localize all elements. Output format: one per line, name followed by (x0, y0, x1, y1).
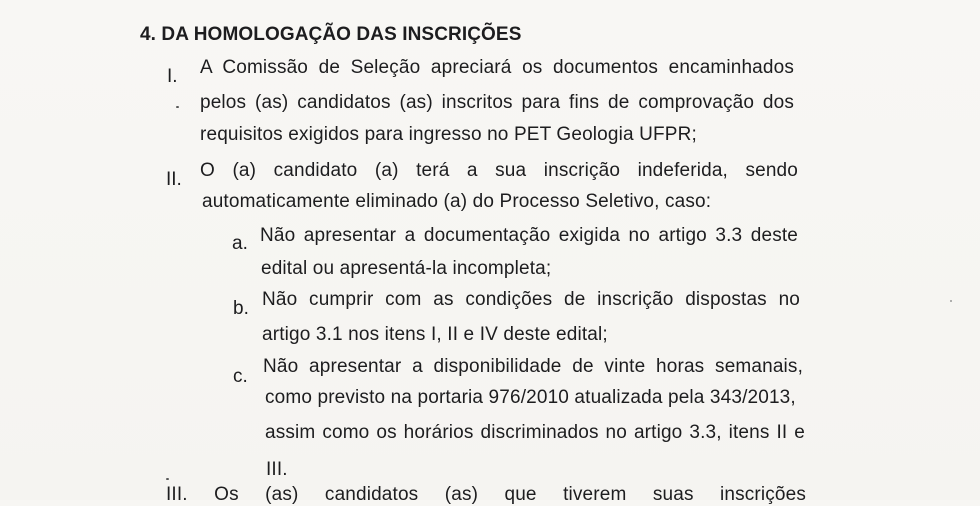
subitem-c-line-3: assim como os horários discriminados no artigo 3.3, itens II e (265, 422, 805, 443)
subitem-a-line-1: Não apresentar a documentação exigida no artigo 3.3 deste (260, 225, 798, 246)
item-i-line-3: requisitos exigidos para ingresso no PET Geologia UFPR; (200, 124, 697, 145)
item-i-line-1: A Comissão de Seleção apreciará os documentos encaminhados (200, 57, 794, 78)
subitem-b-line-1: Não cumprir com as condições de inscrição dispostas no (262, 289, 800, 310)
scan-speck (166, 478, 169, 480)
subitem-a-line-2: edital ou apresentá-la incompleta; (261, 258, 552, 279)
subitem-marker-a: a. (232, 233, 248, 254)
subitem-c-line-4: III. (266, 459, 288, 480)
item-i-line-2: pelos (as) candidatos (as) inscritos para fins de comprovação dos (200, 92, 794, 113)
subitem-c-line-1: Não apresentar a disponibilidade de vinte horas semanais, (263, 356, 803, 377)
subitem-marker-b: b. (233, 298, 249, 319)
item-marker-i: I. (167, 66, 178, 87)
subitem-marker-c: c. (233, 366, 248, 387)
item-ii-line-1: O (a) candidato (a) terá a sua inscrição indeferida, sendo (200, 160, 798, 181)
scan-speck (950, 300, 952, 302)
item-ii-line-2: automaticamente eliminado (a) do Processo Seletivo, caso: (202, 191, 712, 212)
item-marker-ii: II. (166, 169, 182, 190)
cutoff-line: III. Os (as) candidatos (as) que tiverem suas inscrições (166, 484, 806, 505)
section-heading: 4. DA HOMOLOGAÇÃO DAS INSCRIÇÕES (140, 24, 522, 45)
subitem-b-line-2: artigo 3.1 nos itens I, II e IV deste edital; (262, 324, 608, 345)
scan-speck (176, 106, 179, 108)
subitem-c-line-2: como previsto na portaria 976/2010 atualizada pela 343/2013, (265, 387, 796, 408)
